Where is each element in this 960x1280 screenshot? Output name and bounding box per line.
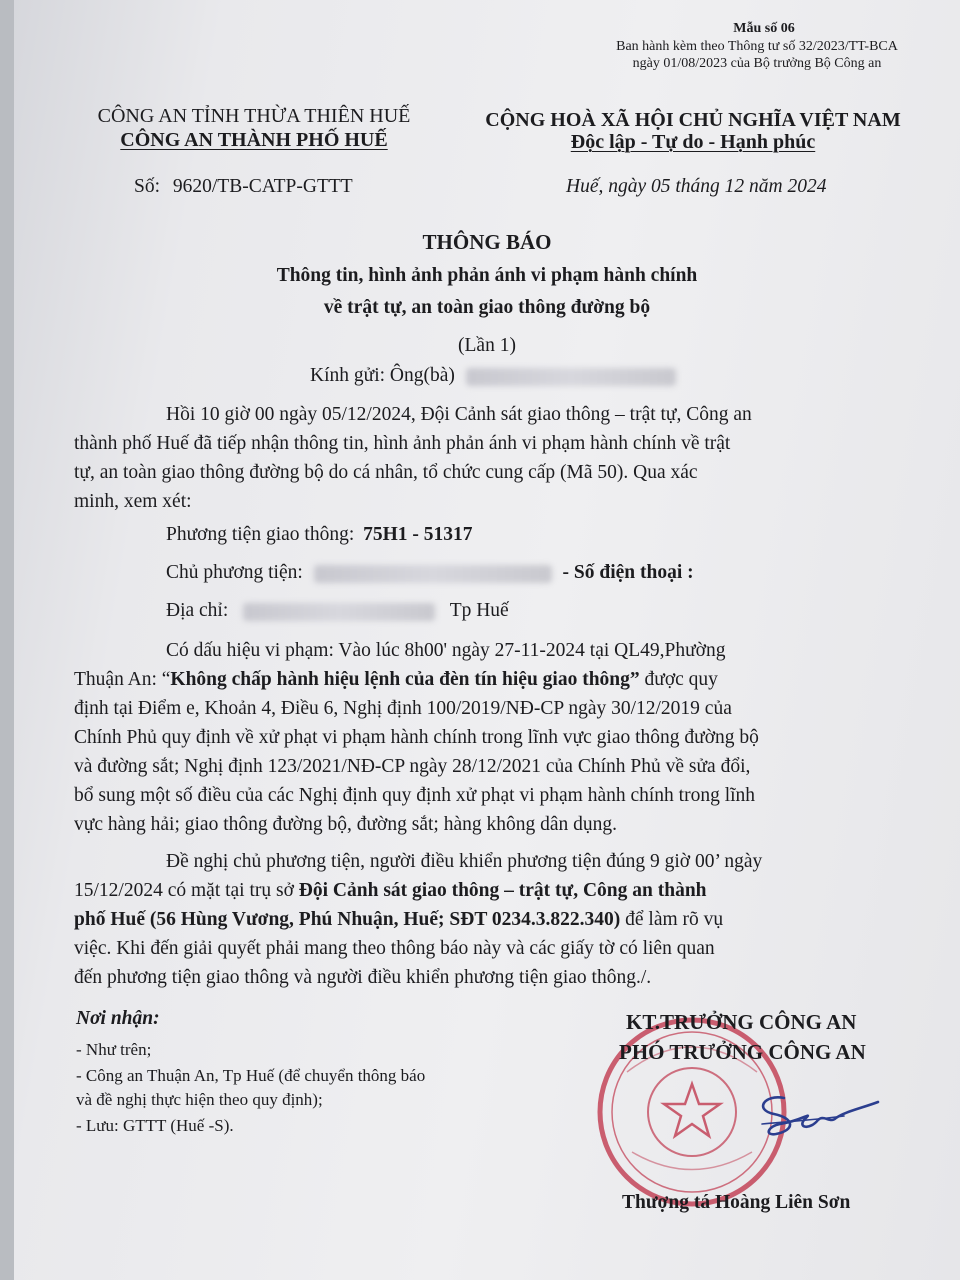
owner-line	[166, 562, 694, 584]
nation-line-1: CỘNG HOÀ XÃ HỘI CHỦ NGHĨA VIỆT NAM	[485, 109, 901, 131]
signature-title-1: KT.TRƯỞNG CÔNG AN	[626, 1010, 857, 1034]
violation-name: Không chấp hành hiệu lệnh của đèn tín hiệu giao thông”	[170, 669, 640, 690]
violation-line-7: vực hàng hải; giao thông đường bộ, đường sắt; hàng không dân dụng.	[74, 814, 618, 835]
violation-line-3: định tại Điểm e, Khoản 4, Điều 6, Nghị định 100/2019/NĐ-CP ngày 30/12/2019 của	[74, 698, 732, 719]
intro-line-2: thành phố Huế đã tiếp nhận thông tin, hình ảnh phản ánh vi phạm hành chính về trật	[74, 433, 731, 454]
nation-line-2	[464, 130, 922, 154]
phone-label: - Số điện thoại :	[562, 562, 694, 583]
violation-line-6: bổ sung một số điều của các Nghị định quy định xử phạt vi phạm hành chính trong lĩnh	[74, 785, 756, 806]
intro-line-4: minh, xem xét:	[74, 491, 192, 512]
signature-title-2: PHÓ TRƯỞNG CÔNG AN	[619, 1040, 866, 1064]
request-line-3-post: để làm rõ vụ	[620, 909, 724, 930]
vehicle-label: Phương tiện giao thông:	[166, 524, 355, 545]
agency-name: CÔNG AN THÀNH PHỐ HUẾ	[120, 129, 388, 151]
recipients-item-2a: - Công an Thuận An, Tp Huế (để chuyển thông báo	[76, 1066, 426, 1085]
request-office: Đội Cảnh sát giao thông – trật tự, Công an thành	[298, 880, 707, 901]
reference-number	[134, 176, 353, 198]
request-line-4: việc. Khi đến giải quyết phải mang theo thông báo này và các giấy tờ có liên quan	[74, 938, 715, 959]
form-issued-line-2: ngày 01/08/2023 của Bộ trưởng Bộ Công an	[632, 56, 882, 71]
agency-line-1: CÔNG AN TỈNH THỪA THIÊN HUẾ	[97, 105, 411, 127]
violation-line-2	[74, 669, 718, 691]
signer-name: Thượng tá Hoàng Liên Sơn	[622, 1192, 851, 1213]
nation-motto: Độc lập - Tự do - Hạnh phúc	[570, 131, 816, 153]
vehicle-line	[166, 524, 473, 546]
recipient	[310, 365, 676, 387]
redacted-owner-name	[314, 565, 552, 583]
recipients-heading: Nơi nhận:	[76, 1008, 160, 1029]
notice-title: THÔNG BÁO	[422, 230, 552, 254]
violation-line-5: và đường sắt; Nghị định 123/2021/NĐ-CP ngày 28/12/2021 của Chính Phủ về sửa đổi,	[74, 756, 751, 777]
request-office-address: phố Huế (56 Hùng Vương, Phú Nhuận, Huế; SĐT 0234.3.822.340)	[74, 909, 621, 930]
form-number: Mẫu số 06	[733, 21, 795, 36]
agency-line-2	[54, 128, 454, 152]
request-line-2	[74, 880, 707, 902]
recipients-item-2b: và đề nghị thực hiện theo quy định);	[76, 1090, 323, 1109]
violation-line-2-pre: Thuận An: “	[74, 669, 171, 690]
violation-line-4: Chính Phủ quy định về xử phạt vi phạm hành chính trong lĩnh vực giao thông đường bộ	[74, 727, 759, 748]
reference-label: Số:	[134, 176, 161, 197]
request-line-2-pre: 15/12/2024 có mặt tại trụ sở	[74, 880, 299, 901]
address-city: Tp Huế	[449, 600, 509, 621]
redacted-recipient-name	[466, 368, 676, 386]
notice-attempt: (Lần 1)	[458, 335, 516, 356]
request-line-3	[74, 909, 723, 931]
notice-subtitle-1: Thông tin, hình ảnh phản ánh vi phạm hành chính	[276, 265, 698, 286]
redacted-address	[243, 603, 435, 621]
document-page	[14, 0, 960, 1280]
violation-line-1: Có dấu hiệu vi phạm: Vào lúc 8h00' ngày 27-11-2024 tại QL49,Phường	[166, 640, 726, 661]
intro-line-1: Hồi 10 giờ 00 ngày 05/12/2024, Đội Cảnh sát giao thông – trật tự, Công an	[166, 404, 752, 425]
vehicle-plate: 75H1 - 51317	[363, 524, 473, 545]
address-line	[166, 600, 509, 622]
handwritten-signature	[744, 1080, 894, 1150]
request-line-5: đến phương tiện giao thông và người điều khiển phương tiện giao thông./.	[74, 967, 652, 988]
recipient-label: Kính gửi: Ông(bà)	[310, 365, 455, 386]
request-line-1: Đề nghị chủ phương tiện, người điều khiển phương tiện đúng 9 giờ 00’ ngày	[166, 851, 763, 872]
violation-line-2-post: được quy	[639, 669, 718, 690]
owner-label: Chủ phương tiện:	[166, 562, 303, 583]
reference-value: 9620/TB-CATP-GTTT	[172, 176, 353, 197]
intro-line-3: tự, an toàn giao thông đường bộ do cá nhân, tổ chức cung cấp (Mã 50). Qua xác	[74, 462, 698, 483]
place-date: Huế, ngày 05 tháng 12 năm 2024	[566, 176, 827, 197]
notice-subtitle-2: về trật tự, an toàn giao thông đường bộ	[323, 297, 651, 318]
recipients-item-3: - Lưu: GTTT (Huế -S).	[76, 1116, 234, 1135]
form-issued-line-1: Ban hành kèm theo Thông tư số 32/2023/TT-BCA	[616, 39, 898, 54]
address-label: Địa chỉ:	[166, 600, 229, 621]
recipients-item-1: - Như trên;	[76, 1040, 152, 1059]
